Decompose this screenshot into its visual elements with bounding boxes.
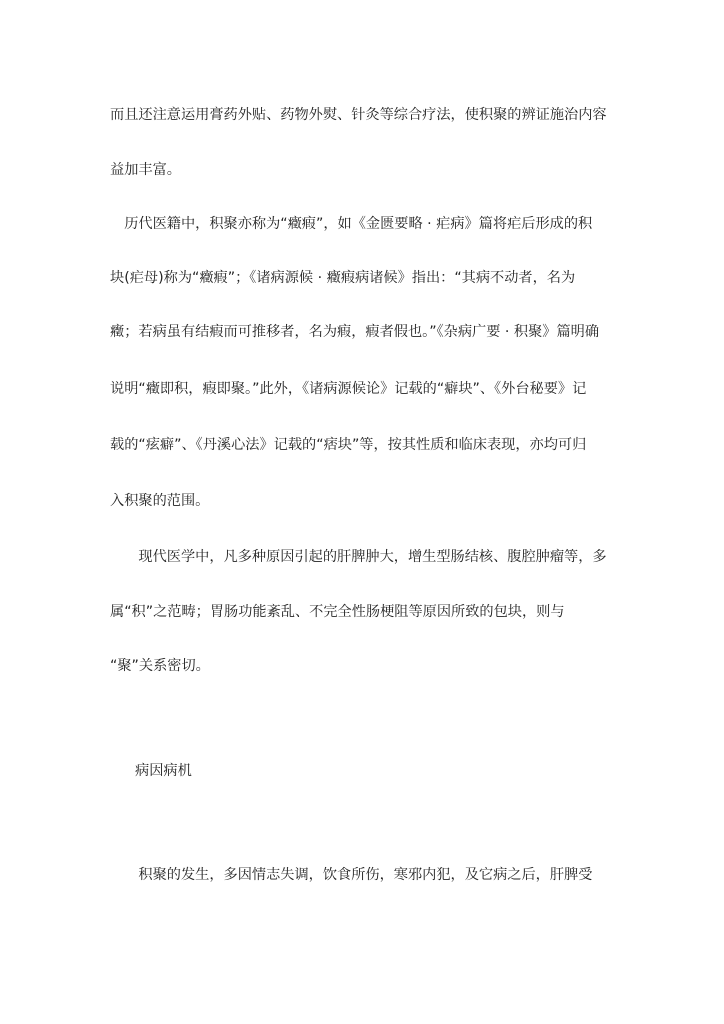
paragraph-line: 癥；若病虽有结瘕而可推移者，名为瘕，瘕者假也。”《杂病广要 · 积聚》篇明确 <box>110 324 600 340</box>
paragraph-line: 历代医籍中，积聚亦称为“癥瘕”，如《金匮要略 · 疟病》篇将疟后形成的积 <box>110 216 593 232</box>
paragraph-line: 说明“癥即积，瘕即聚。”此外，《诸病源候论》记载的“癖块”、《外台秘要》记 <box>110 381 587 397</box>
paragraph-line: “聚”关系密切。 <box>110 658 210 674</box>
paragraph-line: 益加丰富。 <box>110 162 181 178</box>
section-heading: 病因病机 <box>135 763 192 779</box>
paragraph-line: 而且还注意运用膏药外贴、药物外熨、针灸等综合疗法，使积聚的辨证施治内容 <box>110 107 607 123</box>
paragraph-line: 块(疟母)称为“癥瘕”；《诸病源候 · 癥瘕病诸候》指出：“其病不动者，名为 <box>110 270 576 286</box>
paragraph-line: 属“积”之范畴；胃肠功能紊乱、不完全性肠梗阻等原因所致的包块，则与 <box>110 604 565 620</box>
paragraph-line: 入积聚的范围。 <box>110 493 210 509</box>
paragraph-line: 载的“痃癖”、《丹溪心法》记载的“痞块”等，按其性质和临床表现，亦均可归 <box>110 437 587 453</box>
paragraph-line: 积聚的发生，多因情志失调，饮食所伤，寒邪内犯，及它病之后，肝脾受 <box>110 867 593 883</box>
paragraph-line: 现代医学中，凡多种原因引起的肝脾肿大，增生型肠结核、腹腔肿瘤等，多 <box>110 549 607 565</box>
